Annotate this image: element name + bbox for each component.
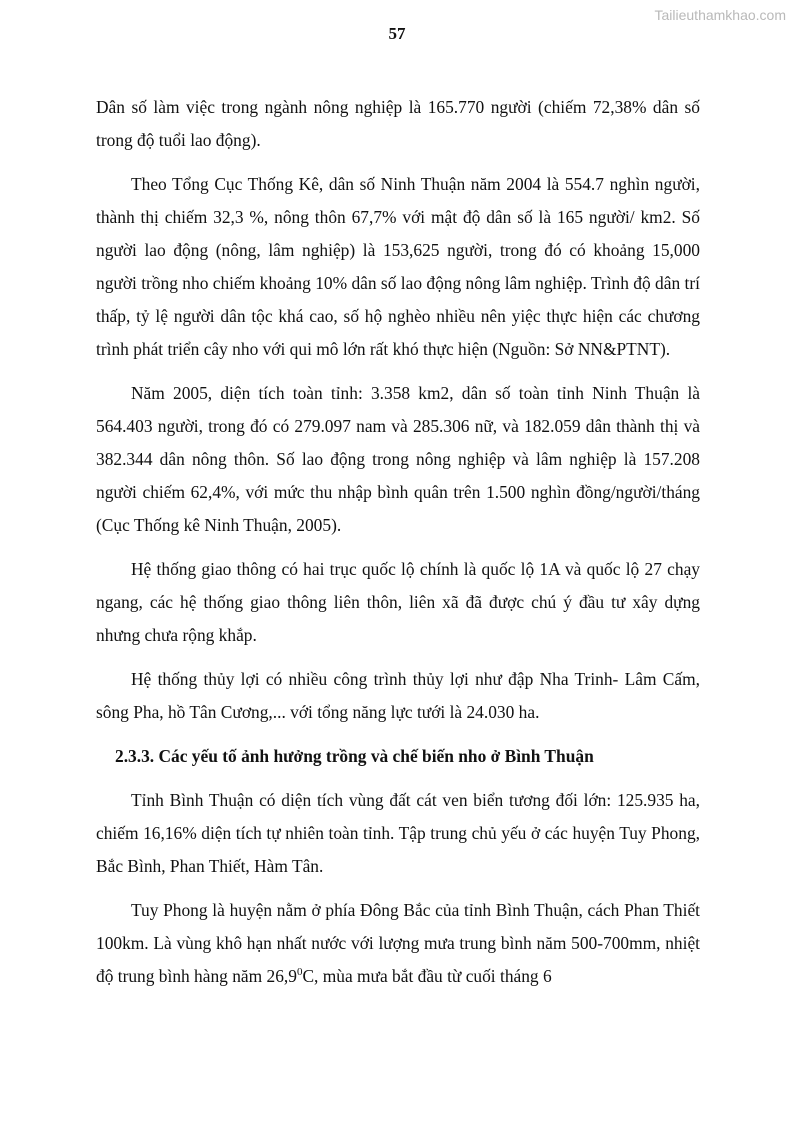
page-number: 57: [388, 24, 406, 43]
paragraph: Hệ thống thủy lợi có nhiều công trình thủy lợi như đập Nha Trinh- Lâm Cấm, sông Pha, hồ Tân Cương,... với tổng năng lực tưới là 24.030 ha.: [96, 669, 700, 722]
paragraph-text: C, mùa mưa bắt đầu từ cuối tháng 6: [302, 966, 552, 986]
paragraph: Hệ thống giao thông có hai trục quốc lộ chính là quốc lộ 1A và quốc lộ 27 chạy ngang, các hệ thống giao thông liên thôn, liên xã đã được chú ý đầu tư xây dựng nhưng chưa rộng khắp.: [96, 559, 700, 645]
degree-superscript: 0: [296, 966, 303, 978]
paragraph: Dân số làm việc trong ngành nông nghiệp là 165.770 người (chiếm 72,38% dân số trong độ tuổi lao động).: [96, 97, 700, 150]
document-body: [96, 91, 700, 1004]
section-heading: 2.3.3. Các yếu tố ảnh hưởng trồng và chế biến nho ở Bình Thuận: [115, 746, 594, 766]
paragraph-text: Tuy Phong là huyện nằm ở phía Đông Bắc của tỉnh Bình Thuận, cách Phan Thiết 100km. Là vùng khô hạn nhất nước với lượng mưa trung bình năm 500-700mm, nhiệt độ trung bình hàng năm 26,9: [96, 900, 700, 986]
paragraph: Tỉnh Bình Thuận có diện tích vùng đất cát ven biển tương đối lớn: 125.935 ha, chiếm 16,16% diện tích tự nhiên toàn tỉnh. Tập trung chủ yếu ở các huyện Tuy Phong, Bắc Bình, Phan Thiết, Hàm Tân.: [96, 790, 700, 876]
watermark: Tailieuthamkhao.com: [654, 7, 786, 23]
paragraph: Năm 2005, diện tích toàn tỉnh: 3.358 km2, dân số toàn tỉnh Ninh Thuận là 564.403 người, trong đó có 279.097 nam và 285.306 nữ, và 182.059 dân thành thị và 382.344 dân nông thôn. Số lao động trong nông nghiệp và lâm nghiệp là 157.208 người chiếm 62,4%, với mức thu nhập bình quân trên 1.500 nghìn đồng/người/tháng (Cục Thống kê Ninh Thuận, 2005).: [96, 383, 700, 535]
paragraph: Theo Tổng Cục Thống Kê, dân số Ninh Thuận năm 2004 là 554.7 nghìn người, thành thị chiếm 32,3 %, nông thôn 67,7% với mật độ dân số là 165 người/ km2. Số người lao động (nông, lâm nghiệp) là 153,625 người, trong đó có khoảng 15,000 người trồng nho chiếm khoảng 10% dân số lao động nông lâm nghiệp. Trình độ dân trí thấp, tỷ lệ người dân tộc khá cao, số hộ nghèo nhiều nên yiệc thực hiện các chương trình phát triển cây nho với qui mô lớn rất khó thực hiện (Nguồn: Sở NN&PTNT).: [96, 174, 700, 359]
paragraph: [96, 894, 700, 993]
